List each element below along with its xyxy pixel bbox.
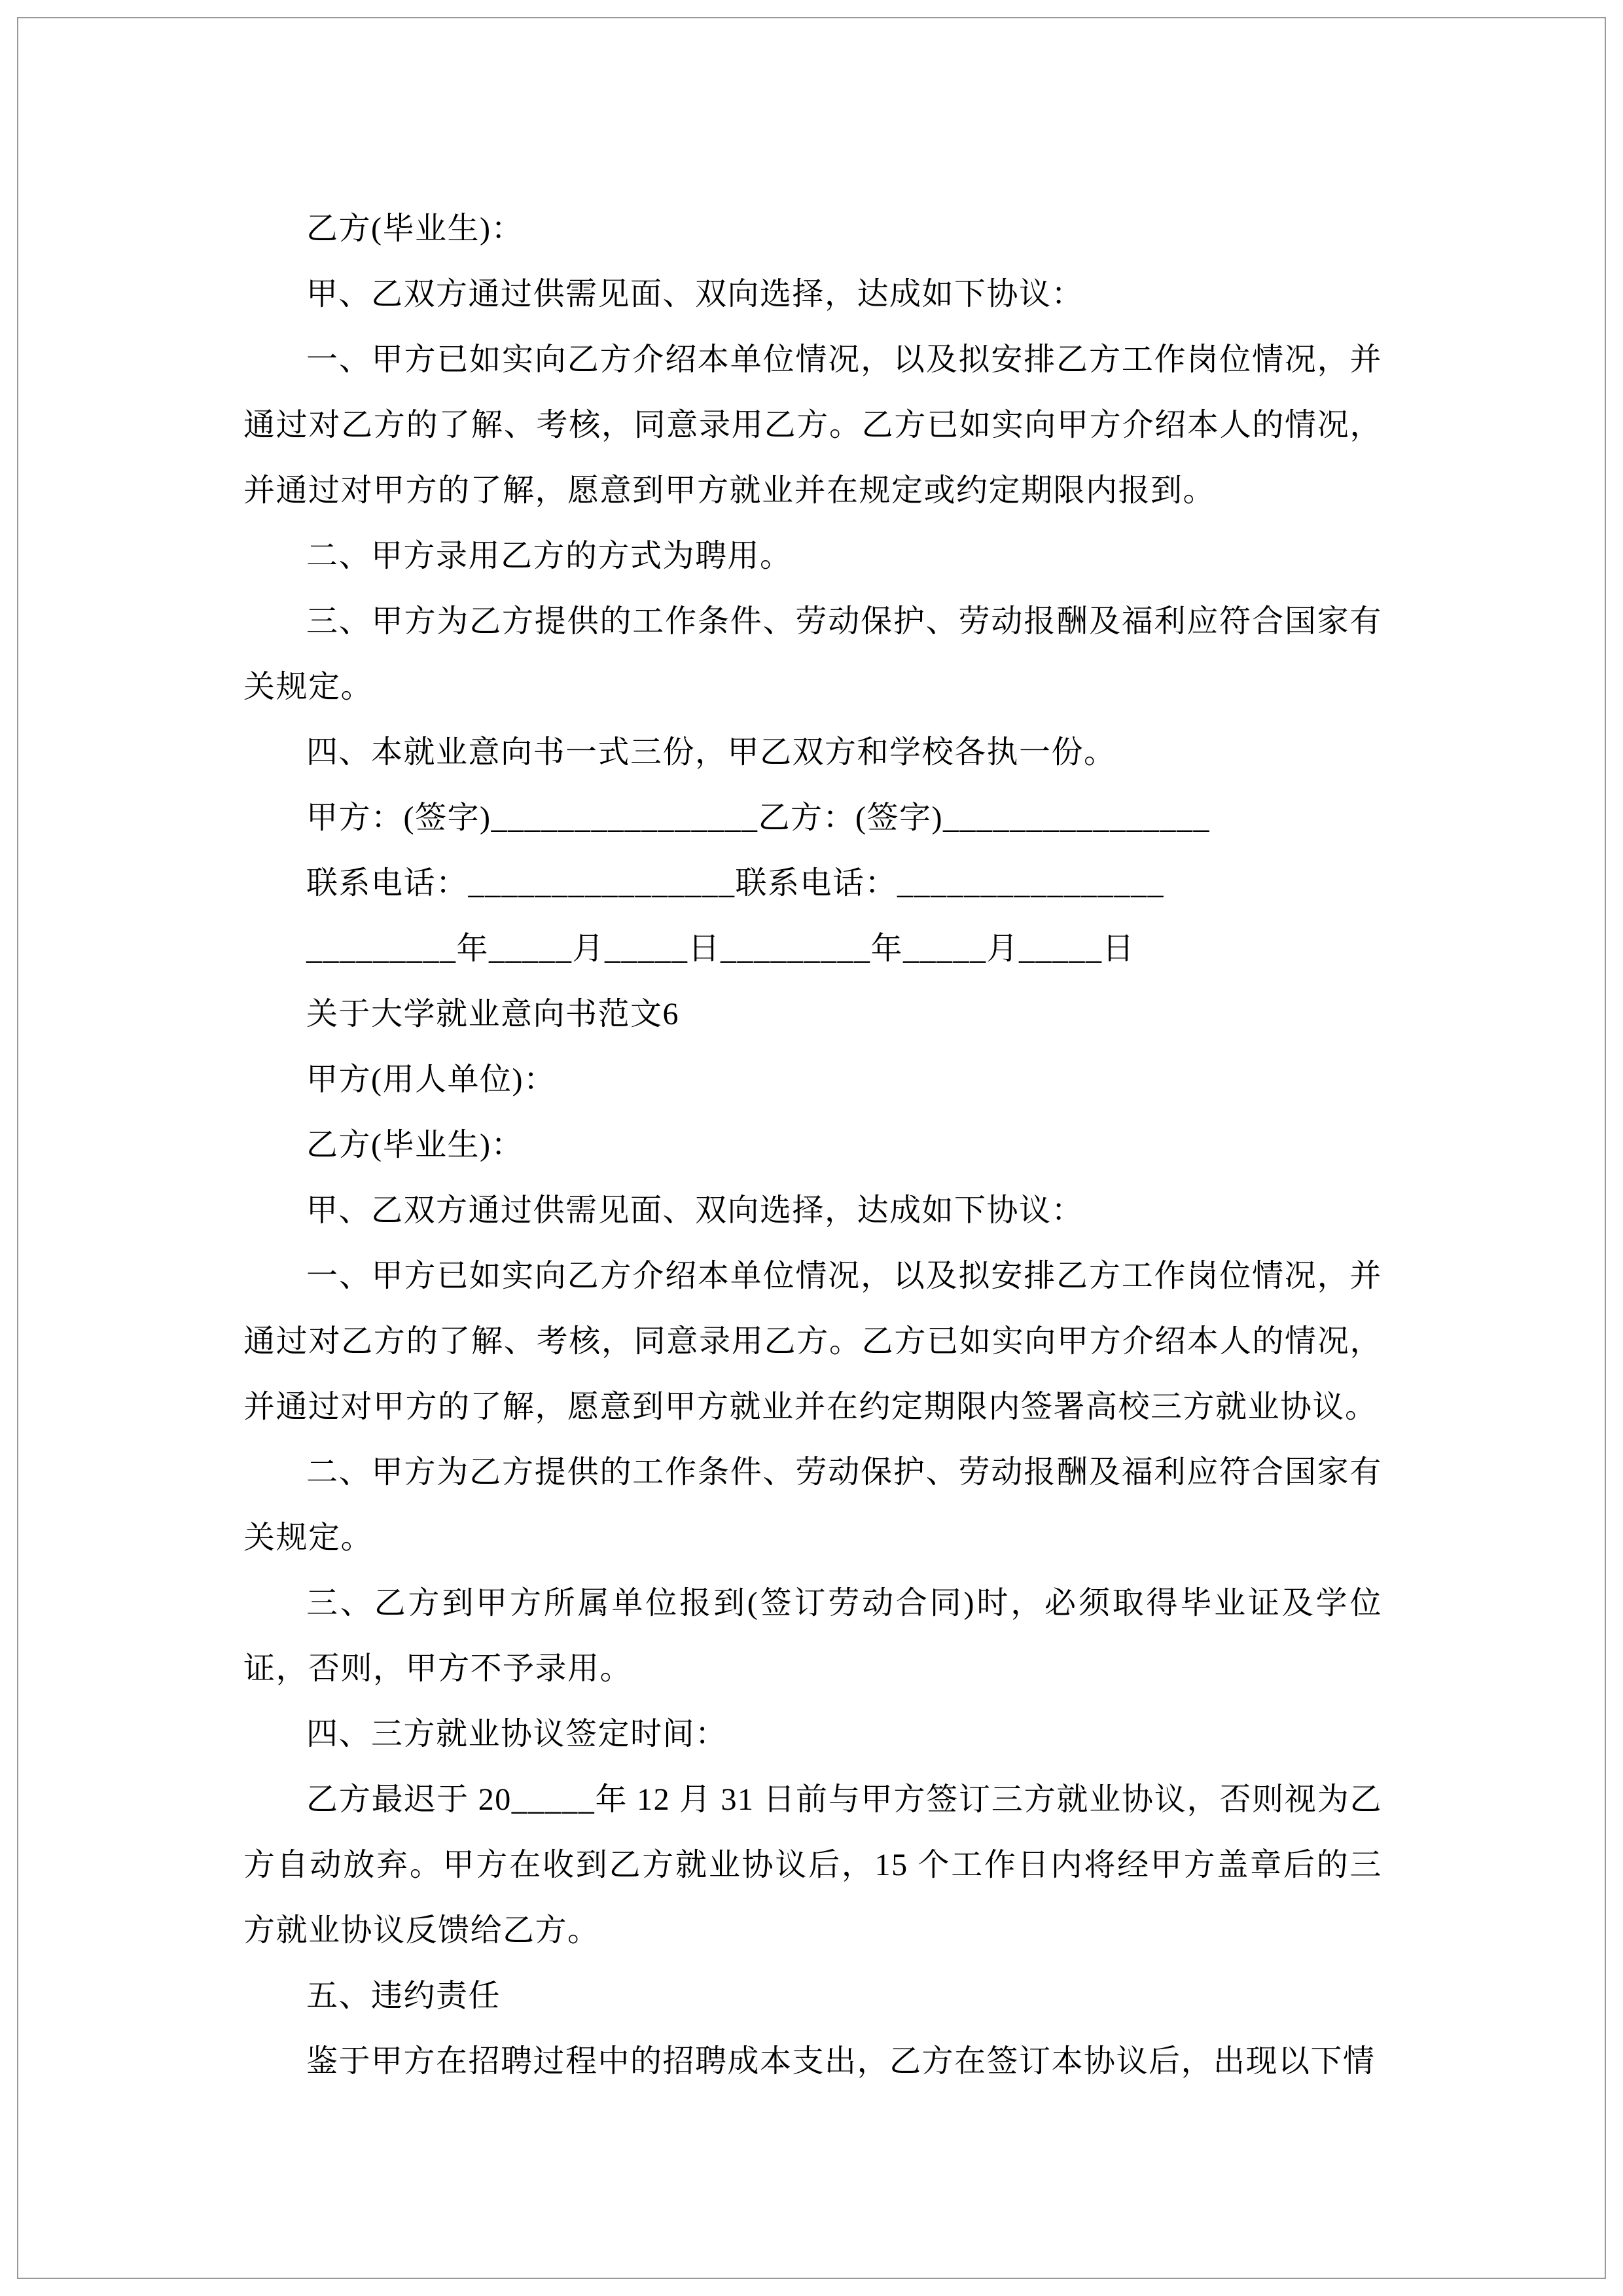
- phone-line: 联系电话：________________联系电话：________________: [306, 866, 1165, 901]
- clause-5-detail-partial: 鉴于甲方在招聘过程中的招聘成本支出，乙方在签订本协议后，出现以下情: [306, 2044, 1376, 2079]
- document-content: [243, 196, 1382, 2094]
- line-agreement-intro-2: 甲、乙双方通过供需见面、双向选择，达成如下协议：: [306, 1193, 1084, 1228]
- clause-5-sample-6: 五、违约责任: [306, 1979, 501, 2013]
- section-title-sample-6: 关于大学就业意向书范文6: [306, 997, 680, 1031]
- line-party-b: 乙方(毕业生)：: [306, 211, 524, 246]
- line-party-b-2: 乙方(毕业生)：: [306, 1128, 524, 1162]
- clause-4-sample-6: 四、三方就业协议签定时间：: [306, 1717, 728, 1751]
- clause-1-sample-6: 一、甲方已如实向乙方介绍本单位情况，以及拟安排乙方工作岗位情况，并通过对乙方的了解、考核，同意录用乙方。乙方已如实向甲方介绍本人的情况，并通过对甲方的了解，愿意到甲方就业并在约定期限内签署高校三方就业协议。: [243, 1259, 1382, 1424]
- line-party-a: 甲方(用人单位)：: [306, 1062, 556, 1097]
- signature-line: 甲方：(签字)________________乙方：(签字)________________: [306, 800, 1210, 835]
- clause-4-detail: 乙方最迟于 20_____年 12 月 31 日前与甲方签订三方就业协议，否则视为乙方自动放弃。甲方在收到乙方就业协议后，15 个工作日内将经甲方盖章后的三方就业协议反馈给乙方。: [243, 1782, 1382, 1948]
- clause-4: 四、本就业意向书一式三份，甲乙双方和学校各执一份。: [306, 735, 1116, 770]
- date-line: _________年_____月_____日_________年_____月_____日: [306, 931, 1135, 966]
- clause-3-sample-6: 三、乙方到甲方所属单位报到(签订劳动合同)时，必须取得毕业证及学位证，否则，甲方不予录用。: [243, 1586, 1382, 1686]
- clause-3: 三、甲方为乙方提供的工作条件、劳动保护、劳动报酬及福利应符合国家有关规定。: [243, 604, 1382, 704]
- clause-1: 一、甲方已如实向乙方介绍本单位情况，以及拟安排乙方工作岗位情况，并通过对乙方的了解、考核，同意录用乙方。乙方已如实向甲方介绍本人的情况，并通过对甲方的了解，愿意到甲方就业并在规定或约定期限内报到。: [243, 342, 1382, 508]
- line-agreement-intro: 甲、乙双方通过供需见面、双向选择，达成如下协议：: [306, 277, 1084, 312]
- clause-2-sample-6: 二、甲方为乙方提供的工作条件、劳动保护、劳动报酬及福利应符合国家有关规定。: [243, 1455, 1382, 1555]
- clause-2: 二、甲方录用乙方的方式为聘用。: [306, 539, 793, 573]
